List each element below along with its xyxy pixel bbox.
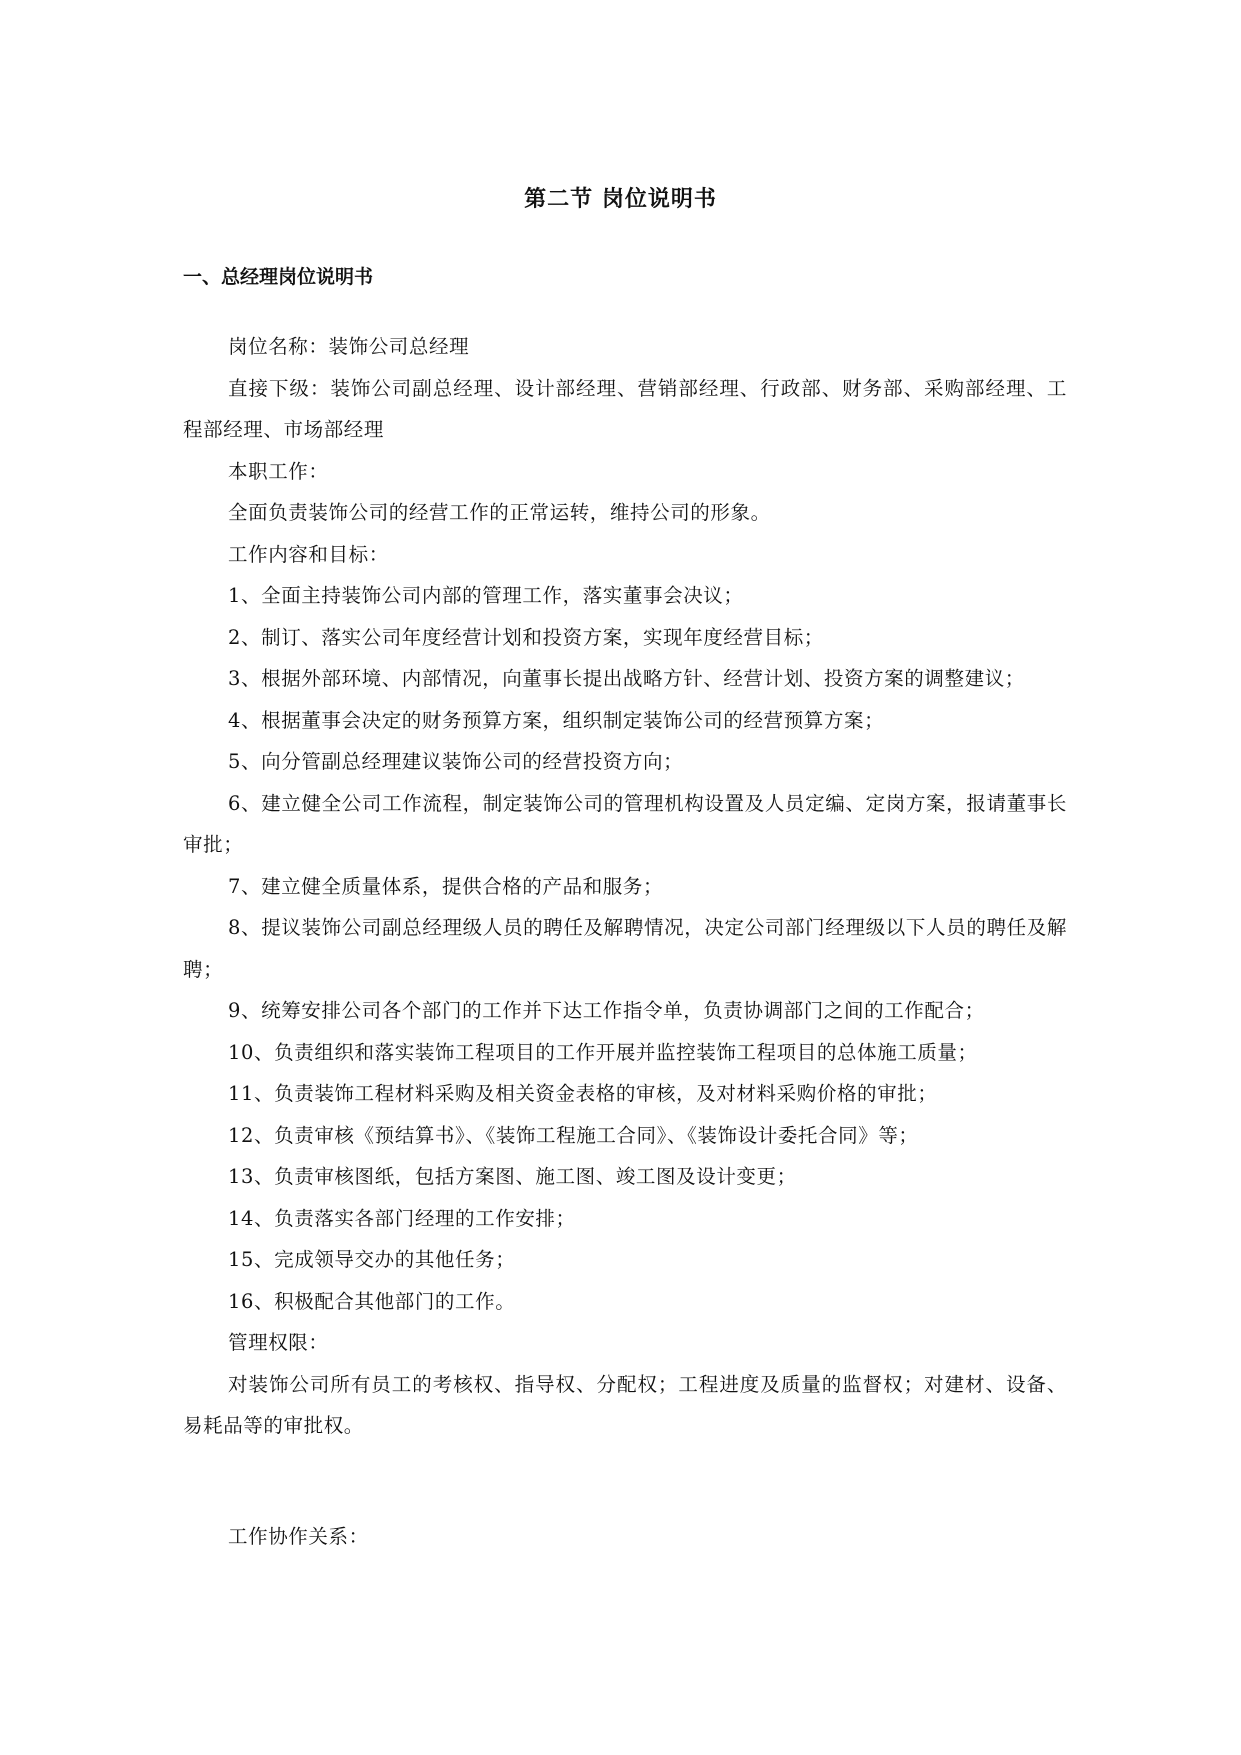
list-item: 8、提议装饰公司副总经理级人员的聘任及解聘情况，决定公司部门经理级以下人员的聘任及解聘； — [183, 916, 1067, 981]
list-item: 3、根据外部环境、内部情况，向董事长提出战略方针、经营计划、投资方案的调整建议； — [228, 667, 1025, 690]
list-item: 7、建立健全质量体系，提供合格的产品和服务； — [228, 874, 664, 898]
paragraph-duty-label: 本职工作： — [228, 459, 329, 483]
list-item: 12、负责审核《预结算书》、《装饰工程施工合同》、《装饰设计委托合同》等； — [228, 1123, 919, 1147]
paragraph-collaboration-label: 工作协作关系： — [228, 1525, 369, 1548]
list-item: 13、负责审核图纸，包括方案图、施工图、竣工图及设计变更； — [228, 1165, 797, 1188]
list-item: 10、负责组织和落实装饰工程项目的工作开展并监控装饰工程项目的总体施工质量； — [228, 1040, 978, 1064]
body-text — [183, 326, 1067, 1558]
paragraph-authority-label: 管理权限： — [228, 1331, 329, 1354]
list-item: 5、向分管副总经理建议装饰公司的经营投资方向； — [228, 750, 684, 773]
list-item: 14、负责落实各部门经理的工作安排； — [228, 1206, 576, 1230]
paragraph-duty-text: 全面负责装饰公司的经营工作的正常运转，维持公司的形象。 — [228, 501, 771, 524]
page-title: 第二节 岗位说明书 — [524, 187, 717, 212]
list-item: 1、全面主持装饰公司内部的管理工作，落实董事会决议； — [228, 584, 744, 607]
list-item: 2、制订、落实公司年度经营计划和投资方案，实现年度经营目标； — [228, 625, 824, 649]
section-heading: 一、总经理岗位说明书 — [183, 266, 374, 288]
list-item: 15、完成领导交办的其他任务； — [228, 1248, 516, 1271]
paragraph-authority-text: 对装饰公司所有员工的考核权、指导权、分配权；工程进度及质量的监督权；对建材、设备、易耗品等的审批权。 — [183, 1372, 1067, 1437]
list-item: 6、建立健全公司工作流程，制定装饰公司的管理机构设置及人员定编、定岗方案，报请董事长审批； — [183, 791, 1067, 856]
paragraph-position-name: 岗位名称：装饰公司总经理 — [228, 335, 470, 358]
list-item: 4、根据董事会决定的财务预算方案，组织制定装饰公司的经营预算方案； — [228, 708, 885, 732]
blank-line — [183, 1447, 1067, 1489]
list-item: 16、积极配合其他部门的工作。 — [228, 1289, 516, 1313]
paragraph-direct-subordinates: 直接下级：装饰公司副总经理、设计部经理、营销部经理、行政部、财务部、采购部经理、工程部经理、市场部经理 — [183, 376, 1067, 441]
list-item: 11、负责装饰工程材料采购及相关资金表格的审核，及对材料采购价格的审批； — [228, 1082, 938, 1105]
list-item: 9、统筹安排公司各个部门的工作并下达工作指令单，负责协调部门之间的工作配合； — [228, 999, 985, 1022]
paragraph-goals-label: 工作内容和目标： — [228, 542, 389, 566]
